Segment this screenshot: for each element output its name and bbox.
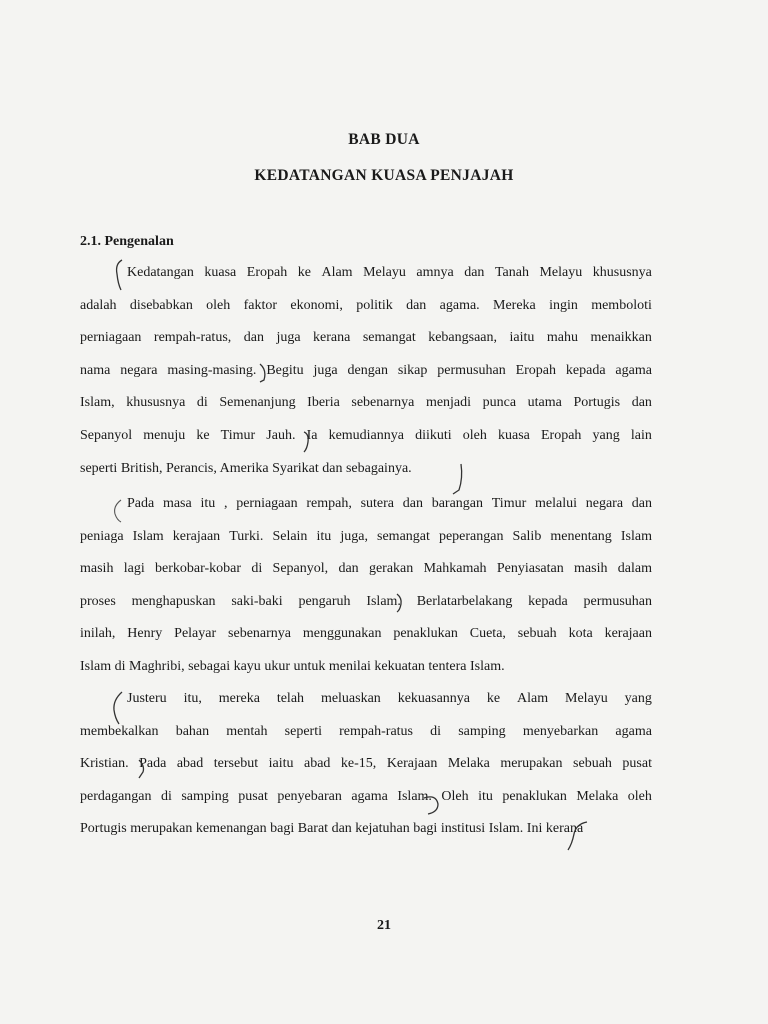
word: tentera — [428, 659, 470, 674]
word: Jauh. — [266, 428, 296, 443]
word: menjadi — [425, 395, 472, 411]
word: inilah, — [80, 626, 116, 642]
word: kebangsaan, — [428, 330, 498, 346]
pen-bracket-mark — [110, 498, 124, 524]
word: permusuhan — [437, 362, 506, 378]
word: merupakan — [130, 821, 196, 837]
word: rempah, — [306, 496, 352, 511]
word: masing-masing. — [167, 362, 257, 378]
word: penaklukan — [393, 626, 458, 642]
word: di — [251, 561, 263, 577]
word: semangat — [377, 528, 430, 544]
word: Pada — [127, 496, 155, 511]
word: Alam — [321, 265, 353, 280]
word: itu, — [183, 691, 202, 706]
word: Mereka — [493, 297, 536, 313]
word: proses — [80, 593, 116, 609]
pen-bracket-mark — [110, 690, 124, 726]
word: institusi — [440, 821, 489, 837]
word: Eropah — [246, 265, 288, 280]
paragraph-line — [80, 723, 652, 741]
word: menaikkan — [590, 330, 652, 346]
word: sebuah — [573, 756, 612, 772]
word: memboloti — [591, 297, 652, 313]
word: abad — [176, 756, 204, 772]
word: Salib — [512, 528, 542, 544]
word: menuju — [143, 428, 186, 443]
word: Melaka — [576, 788, 619, 804]
word: seperti — [284, 723, 322, 739]
word: dan — [631, 496, 652, 511]
word: Ia — [306, 428, 318, 443]
word: kuasa — [204, 265, 237, 280]
word: dan — [331, 821, 356, 837]
word: ekonomi, — [290, 297, 343, 313]
word: untuk — [293, 659, 329, 674]
word: politik — [356, 297, 393, 313]
word: kekuasannya — [397, 691, 471, 706]
word: kerajaan — [604, 626, 652, 642]
word: British, — [120, 460, 166, 476]
word: peniaga — [80, 528, 124, 544]
word: Islam — [620, 528, 652, 544]
word: Melayu — [539, 265, 583, 280]
word: bagi — [413, 821, 441, 837]
word: diikuti — [415, 428, 452, 443]
paragraph-line — [80, 560, 652, 578]
word: Berlatarbelakang — [416, 593, 513, 609]
word: juga — [313, 362, 338, 378]
paragraph-line — [80, 297, 652, 315]
word: sebenarnya — [351, 395, 415, 411]
word: gerakan — [368, 561, 414, 577]
paragraph-line — [80, 362, 652, 380]
pen-bracket-mark — [112, 258, 126, 292]
word: rempah-ratus — [339, 723, 413, 739]
paragraph-line — [80, 528, 652, 546]
pen-bracket-mark — [258, 362, 270, 384]
word: oleh — [627, 788, 652, 804]
word: merupakan — [500, 756, 563, 772]
word: sebuah — [517, 626, 557, 642]
word: bahan — [175, 723, 210, 739]
word: perniagaan — [236, 496, 298, 511]
word: mahu — [546, 330, 578, 346]
word: Syarikat — [272, 460, 323, 476]
word: ke — [486, 691, 501, 706]
word: Turki. — [229, 528, 264, 544]
word: Sepanyol, — [272, 561, 329, 577]
word: yang — [624, 691, 652, 706]
word: Islam — [80, 659, 115, 674]
word: kepada — [565, 362, 606, 378]
word: ke — [196, 428, 210, 443]
word: penyebaran — [277, 788, 342, 804]
word: Mahkamah — [423, 561, 487, 577]
pen-bracket-mark — [137, 758, 147, 780]
word: ke — [297, 265, 311, 280]
word: membekalkan — [80, 723, 159, 739]
word: dan — [631, 395, 652, 411]
word: sebenarnya — [228, 626, 292, 642]
word: meluaskan — [320, 691, 381, 706]
word: Henry — [127, 626, 163, 642]
word: faktor — [243, 297, 278, 313]
word: iaitu — [509, 330, 535, 346]
word: kuasa — [497, 428, 530, 443]
word: menyebarkan — [522, 723, 599, 739]
word: khususnya — [592, 265, 652, 280]
word: utama — [527, 395, 562, 411]
word: Islam. — [488, 821, 527, 837]
word: negara — [120, 362, 158, 378]
word: Timur — [491, 496, 527, 511]
word: mentah — [226, 723, 268, 739]
pen-bracket-mark — [566, 818, 590, 852]
pen-bracket-mark — [451, 462, 465, 496]
word: kemenangan — [195, 821, 271, 837]
paragraph-line — [80, 593, 652, 611]
word: sutera — [360, 496, 395, 511]
chapter-heading: BAB DUA — [348, 131, 420, 148]
word: berkobar-kobar — [155, 561, 242, 577]
word: masa — [162, 496, 192, 511]
word: kerajaan — [172, 528, 221, 544]
word: menilai — [328, 659, 375, 674]
word: perdagangan — [80, 788, 152, 804]
word: Cueta, — [469, 626, 506, 642]
paragraph-line — [127, 495, 652, 513]
word: kekuatan — [374, 659, 429, 674]
word: kepada — [528, 593, 568, 609]
word: oleh — [462, 428, 487, 443]
word: juga — [276, 330, 301, 346]
word: Islam. — [470, 659, 505, 674]
word: perniagaan — [80, 330, 142, 346]
word: Sepanyol — [80, 428, 133, 443]
word: Pelayar — [174, 626, 217, 642]
word: Semenanjung — [219, 395, 296, 411]
word: Ini — [526, 821, 546, 837]
word: Eropah — [540, 428, 582, 443]
word: menggunakan — [302, 626, 382, 642]
word: sikap — [397, 362, 428, 378]
word: agama — [351, 788, 388, 804]
word: sebagai — [188, 659, 234, 674]
word: Barat — [297, 821, 332, 837]
word: kemudiannya — [328, 428, 404, 443]
word: dengan — [347, 362, 388, 378]
word: oleh — [206, 297, 231, 313]
word: Perancis, — [165, 460, 220, 476]
word: menentang — [550, 528, 612, 544]
word: ukur — [264, 659, 294, 674]
paragraph-line — [127, 264, 652, 282]
word: kerana — [313, 330, 351, 346]
word: kerana — [545, 821, 584, 837]
word: itu — [478, 788, 493, 804]
word: saki-baki — [231, 593, 283, 609]
word: Islam. — [366, 593, 401, 609]
word: amnya — [416, 265, 454, 280]
word: dan — [338, 561, 359, 577]
word: juga, — [340, 528, 368, 544]
word: seperti — [80, 460, 121, 476]
word: Begitu — [266, 362, 304, 378]
word: telah — [276, 691, 305, 706]
word: lagi — [123, 561, 145, 577]
word: punca — [482, 395, 517, 411]
word: Portugis — [573, 395, 621, 411]
paragraph-line — [80, 394, 652, 412]
paragraph-line — [127, 690, 652, 708]
word: dan — [464, 265, 485, 280]
word: khususnya — [126, 395, 186, 411]
word: Kerajaan — [386, 756, 438, 772]
word: Pada — [139, 756, 167, 772]
paragraph-line — [80, 427, 652, 445]
word: dalam — [617, 561, 652, 577]
word: negara — [585, 496, 624, 511]
paragraph-line — [80, 625, 652, 643]
word: sebagainya. — [345, 460, 412, 476]
chapter-title: KEDATANGAN KUASA PENJAJAH — [254, 167, 514, 184]
word: Amerika — [219, 460, 273, 476]
word: iaitu — [268, 756, 294, 772]
word: Tanah — [494, 265, 529, 280]
word: Justeru — [127, 691, 167, 706]
word: masih — [574, 561, 608, 577]
word: abad — [303, 756, 331, 772]
word: dan — [322, 460, 346, 476]
word: Oleh — [441, 788, 469, 804]
word: samping — [181, 788, 229, 804]
word: Iberia — [307, 395, 340, 411]
word: Kristian. — [80, 756, 129, 772]
word: penaklukan — [502, 788, 567, 804]
word: Islam, — [80, 395, 115, 411]
word: Melayu — [363, 265, 406, 280]
word: disebabkan — [129, 297, 193, 313]
word: Islam — [132, 528, 164, 544]
word: nama — [80, 362, 111, 378]
word: yang — [592, 428, 620, 443]
word: Portugis — [80, 821, 131, 837]
word: Kedatangan — [127, 265, 194, 280]
section-heading: 2.1. Pengenalan — [80, 234, 174, 249]
word: dan — [406, 297, 427, 313]
word: , — [223, 496, 228, 511]
word: Penyiasatan — [496, 561, 564, 577]
word: di — [196, 395, 208, 411]
word: Melayu — [565, 691, 608, 706]
word: melalui — [535, 496, 577, 511]
word: kejatuhan — [355, 821, 414, 837]
page-number: 21 — [377, 918, 391, 933]
paragraph-line — [80, 658, 652, 676]
paragraph-line — [80, 755, 652, 773]
word: kayu — [233, 659, 265, 674]
word: permusuhan — [583, 593, 652, 609]
word: bagi — [270, 821, 298, 837]
word: itu — [200, 496, 216, 511]
word: Timur — [220, 428, 256, 443]
word: Alam — [517, 691, 549, 706]
word: agama — [615, 723, 652, 739]
word: Islam. — [397, 788, 432, 804]
word: mereka — [218, 691, 260, 706]
word: ingin — [549, 297, 578, 313]
word: lain — [630, 428, 652, 443]
word: itu — [316, 528, 332, 544]
word: di — [114, 659, 129, 674]
word: dan — [402, 496, 423, 511]
word: agama — [615, 362, 652, 378]
word: semangat — [362, 330, 416, 346]
word: adalah — [80, 297, 117, 313]
word: kota — [568, 626, 593, 642]
word: pengaruh — [298, 593, 351, 609]
word: masih — [80, 561, 114, 577]
word: di — [430, 723, 442, 739]
paragraph-line — [80, 460, 652, 478]
word: di — [161, 788, 172, 804]
word: Maghribi, — [129, 659, 189, 674]
word: Eropah — [515, 362, 557, 378]
word: dan — [243, 330, 264, 346]
paragraph-line — [80, 788, 652, 806]
word: rempah-ratus, — [153, 330, 232, 346]
word: menghapuskan — [131, 593, 216, 609]
pen-bracket-mark — [420, 792, 442, 818]
pen-bracket-mark — [302, 430, 312, 454]
word: ke-15, — [340, 756, 377, 772]
pen-bracket-mark — [395, 592, 405, 614]
word: pusat — [622, 756, 652, 772]
word: tersebut — [213, 756, 259, 772]
word: peperangan — [438, 528, 504, 544]
word: agama. — [439, 297, 480, 313]
word: Selain — [272, 528, 308, 544]
paragraph-line — [80, 329, 652, 347]
word: barangan — [431, 496, 484, 511]
word: samping — [458, 723, 506, 739]
word: Melaka — [447, 756, 490, 772]
word: pusat — [238, 788, 268, 804]
